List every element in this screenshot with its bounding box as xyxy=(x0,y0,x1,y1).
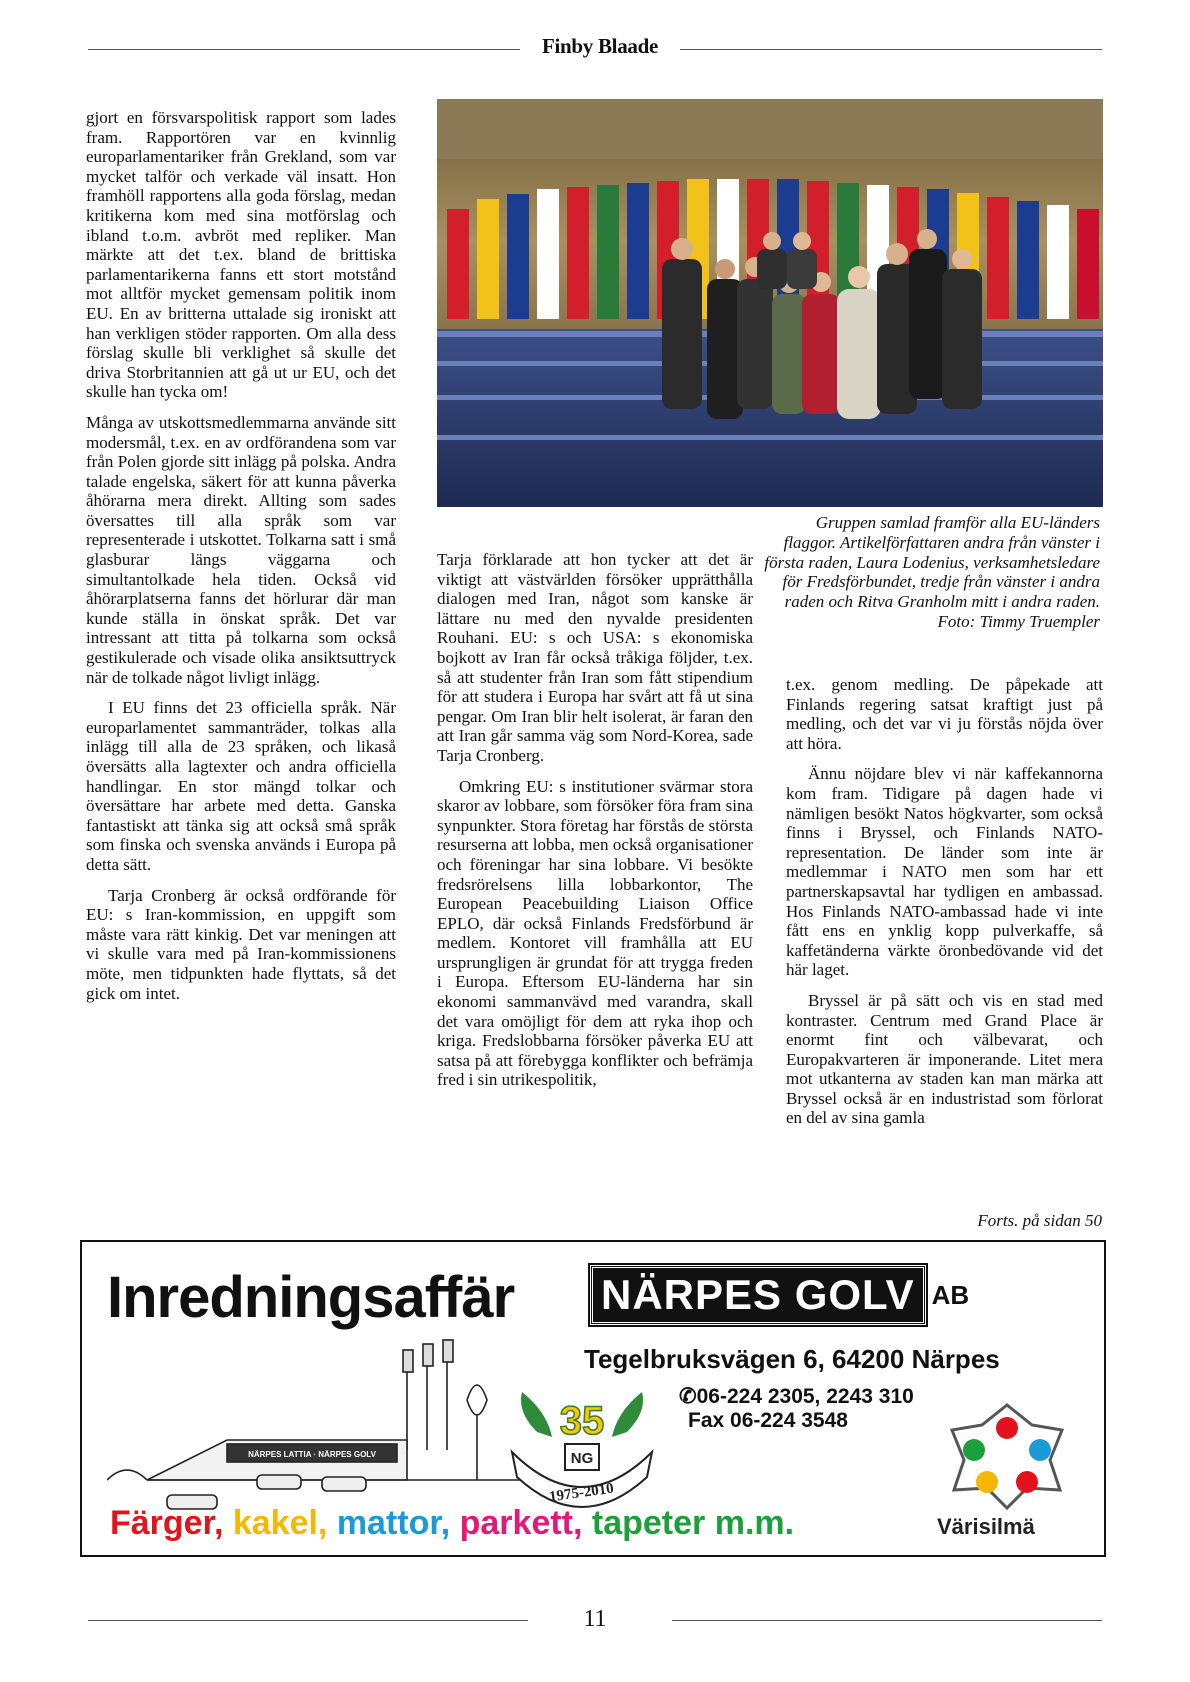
paragraph: Ännu nöjdare blev vi när kaffekannorna kom fram. Tidigare på dagen hade vi nämligen besökt Natos högkvarter, som också finns i Bryssel, och Finlands NATO-representation. De länder som inte är medlemmar i NATO men som har ett partnerskapsavtal har tydligen en ambassad. Hos Finlands NATO-ambassad hade vi inte fått ens en ynklig kopp pulverkaffe, så kaffetänderna värkte öronbedövande vid det här laget. xyxy=(786,764,1103,980)
article-column-3 xyxy=(786,675,1103,1139)
logo-initials: NG xyxy=(570,1450,594,1467)
store-sign: NÄRPES LATTIA · NÄRPES GOLV xyxy=(248,1450,376,1459)
footer-rule-right xyxy=(672,1620,1102,1621)
store-illustration xyxy=(107,1330,547,1510)
anniversary-number: 35 xyxy=(559,1399,605,1443)
paragraph: Bryssel är på sätt och vis en stad med kontraster. Centrum med Grand Place är enormt fint och välbevarat, och Europakvarteren är imponerande. Litet mera mot utkanterna av staden kan man märka att Bryssel också är en industristad som förlorat en del av sina gamla xyxy=(786,990,1103,1128)
anniversary-badge xyxy=(507,1382,657,1512)
ad-phone xyxy=(679,1384,914,1409)
paragraph: I EU finns det 23 officiella språk. När europarlamentet sammanträder, tolkas alla inlägg till alla de 23 språken, och likaså översätts alla lagtexter och andra officiella handlingar. En stor mängd tolkar och översättare har arbete med detta. Ganska fantastiskt att tänka sig att också små språk som finska och svenska används i Europa på detta sätt. xyxy=(86,698,396,874)
brand-suffix: AB xyxy=(931,1279,970,1310)
page-number: 11 xyxy=(583,1606,607,1632)
phone-icon: ✆ xyxy=(679,1385,697,1408)
advertisement xyxy=(80,1240,1106,1557)
header-rule-left xyxy=(88,49,520,50)
footer-rule-left xyxy=(88,1620,528,1621)
paragraph: Omkring EU: s institutioner svärmar stora skaror av lobbare, som försöker föra fram sina synpunkter. Stora företag har förstås de största resurserna att lobba, men också organisationer och föreningar har sina lobbare. Vi besökte fredsrörelsens lilla lobbarkontor, The European Peacebuilding Liaison Office EPLO, där också Finlands Fredsförbund är medlem. Kontoret vill framhålla att EU ursprungligen är grundat för att trygga freden i Europa. Eftersom EU-länderna har sin ekonomi sammanvävd med varandra, skall det vara omöjligt för dem att ryka ihop och kriga. Fredslobbarna försöker påverka EU att satsa på att förebygga konflikter och befrämja fred i sin utrikespolitik, xyxy=(437,776,753,1090)
product-tiles: kakel, xyxy=(223,1504,328,1542)
anniversary-years: 1975-2010 xyxy=(548,1480,615,1506)
paragraph: t.ex. genom medling. De påpekade att Finlands regering satsat kraftigt just på medling, och det var vi ju förstås nöjda över att höra. xyxy=(786,675,1103,753)
brand-name: NÄRPES GOLV xyxy=(590,1265,926,1325)
partner-name: Värisilmä xyxy=(937,1514,1035,1539)
ad-fax: Fax 06-224 3548 xyxy=(688,1409,848,1432)
continued-note: Forts. på sidan 50 xyxy=(977,1211,1102,1230)
photo-caption: Gruppen samlad framför alla EU-länders flaggor. Artikelförfattaren andra från vänster i första raden, Laura Lodenius, verksamhetsledare för Fredsförbundet, tredje från vänster i andra raden och Ritva Granholm mitt i andra raden. Foto: Timmy Truempler xyxy=(764,513,1100,631)
paragraph: Många av utskottsmedlemmarna använde sitt modersmål, t.ex. en av ordförandena som var från Polen gjorde sitt inlägg på polska. Andra talade engelska, säkert för att kunna påverka åhörarna mera direkt. Allting som sades översattes till alla språk som var representerade i utskottet. Tolkarna satt i små glasburar längs väggarna och simultantolkade hela tiden. Också vid åhörarplatserna fanns det hörlurar där man kunde ställa in önskat språk. Det var intressant att titta på tolkarna som också gestikulerade och visade olika ansiktsuttryck när de tolkade något livligt inlägg. xyxy=(86,412,396,687)
ad-address: Tegelbruksvägen 6, 64200 Närpes xyxy=(584,1344,1000,1374)
brand-logo xyxy=(590,1266,969,1324)
header-rule-right xyxy=(680,49,1102,50)
article-column-2 xyxy=(437,550,753,1101)
article-column-1 xyxy=(86,108,396,1014)
product-wallpapers: tapeter m.m. xyxy=(582,1504,795,1542)
paragraph: Tarja förklarade att hon tycker att det är viktigt att västvärlden försöker upprätthålla dialogen med Iran, något som kanske är lättare nu med den nyvalde presidenten Rouhani. EU: s och USA: s ekonomiska bojkott av Iran får också tråkiga följder, t.ex. så att studenter från Iran som fått stipendium för att studera i Europa har svårt att få ut sina pengar. Om Iran blir helt isolerat, är faran den att Iran går samma väg som Nord-Korea, sade Tarja Cronberg. xyxy=(437,550,753,765)
product-parquet: parkett, xyxy=(450,1504,583,1542)
group-photo xyxy=(437,99,1103,507)
varisilma-logo xyxy=(942,1400,1072,1510)
ad-title: Inredningsaffär xyxy=(107,1265,515,1330)
masthead: Finby Blaade xyxy=(541,34,658,58)
paragraph: gjort en försvarspolitisk rapport som lades fram. Rapportören var en kvinnlig europarlamentariker från Grekland, som var mycket talför och verkade väl insatt. Hon framhöll rapportens alla goda förslag, medan kritikerna kom med sina motförslag och ibland t.o.m. avbröt med repliker. Man märkte att det t.ex. bland de brittiska parlamentarikerna fanns ett stort motstånd mot alltför mycket gemensam politik inom EU. En av britterna uttalade sig ironiskt att han verkligen stöder rapporten. Om alla dess förslag skulle bli verklighet så skulle det driva Storbritannien att gå ut ur EU, och det skulle han tycka om! xyxy=(86,108,396,402)
product-carpets: mattor, xyxy=(327,1504,451,1542)
ad-products xyxy=(110,1504,794,1543)
paragraph: Tarja Cronberg är också ordförande för EU: s Iran-kommission, en uppgift som måste vara rätt kinkig. Det var meningen att vi skulle vara med på Iran-kommissionens möte, men tidpunkten hade flyttats, så det gick om intet. xyxy=(86,885,396,1003)
product-paints: Färger, xyxy=(110,1504,224,1542)
ad-phone-number: 06-224 2305, 2243 310 xyxy=(696,1385,914,1408)
